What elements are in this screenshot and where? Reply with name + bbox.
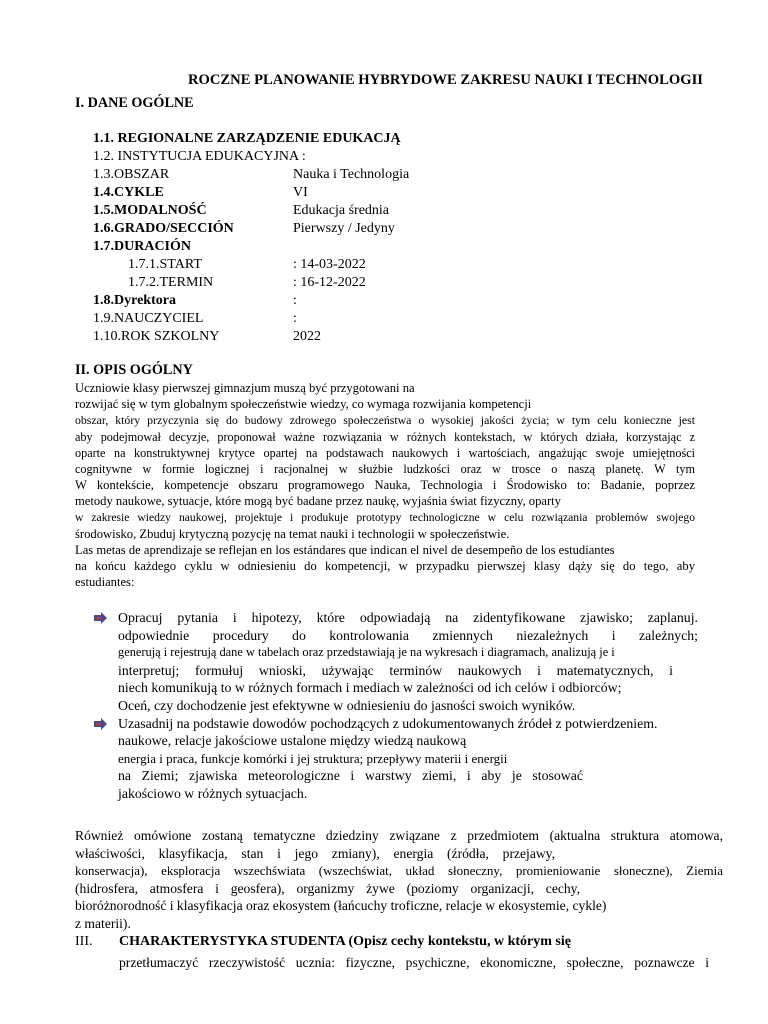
field-label-end: 1.7.2.TERMIN [128, 275, 214, 290]
paragraph-line: Las metas de aprendizaje se reflejan en los estándares que indican el nivel de desempeño de los estudiantes [75, 543, 615, 558]
field-label-school-year: 1.10.ROK SZKOLNY [93, 329, 220, 344]
paragraph-line: cognitywne w formie logicznej i racjonalnej w służbie ludzkości oraz w trosce o naszą planetę. W tym [75, 462, 695, 477]
paragraph-line: (hidrosfera, atmosfera i geosfera), organizmy żywe (poziomy organizacji, cechy, [75, 880, 580, 896]
list-item-line: na Ziemi; zjawiska meteorologiczne i warstwy ziemi, i aby je stosować [118, 768, 583, 784]
general-description [75, 380, 695, 591]
field-value-area: Nauka i Technologia [293, 167, 410, 182]
field-label-grade: 1.6.GRADO/SECCIÓN [93, 221, 234, 236]
list-item-line: niech komunikują to w różnych formach i mediach w zależności od ich celów i odbiorców; [118, 680, 622, 696]
field-value-modality: Edukacja średnia [293, 203, 390, 218]
list-item-line: energia i praca, funkcje komórki i jej struktura; przepływy materii i energii [118, 750, 508, 766]
list-item-line: Opracuj pytania i hipotezy, które odpowiadają na zidentyfikowane zjawisko; zaplanuj. [118, 610, 698, 625]
field-value-cycle: VI [293, 185, 308, 200]
competency-list [94, 609, 698, 803]
paragraph-line: metody naukowe, sytuacje, które mogą być badane przez naukę, wyjaśnia świat fizyczny, oparty [75, 494, 561, 509]
paragraph-line: Uczniowie klasy pierwszej gimnazjum muszą być przygotowani na [75, 381, 415, 395]
list-item-line: generują i rejestrują dane w tabelach oraz przedstawiają je na wykresach i diagramach, analizują je i [118, 645, 615, 660]
list-item-line: Oceń, czy dochodzenie jest efektywne w odniesieniu do jasności swoich wyników. [118, 697, 576, 713]
list-item-line: naukowe, relacje jakościowe ustalone między wiedzą naukową [118, 733, 467, 749]
list-item-line: Uzasadnij na podstawie dowodów pochodzących z udokumentowanych źródeł z potwierdzeniem. [118, 715, 658, 731]
field-value-end: : 16-12-2022 [293, 275, 366, 290]
paragraph-line: w zakresie wiedzy naukowej, projektuje i produkuje prototypy technologiczne w celu rozwiązania problemów swojego [75, 510, 695, 524]
field-label-modality: 1.5.MODALNOŚĆ [93, 203, 207, 218]
paragraph-line: Również omówione zostaną tematyczne dziedziny związane z przedmiotem (aktualna struktura atomowa, [75, 828, 723, 843]
field-value-teacher: : [293, 311, 297, 326]
field-label-start: 1.7.1.START [128, 257, 202, 272]
field-label-institution: 1.2. INSTYTUCJA EDUKACYJNA : [93, 149, 306, 164]
list-item [94, 715, 698, 803]
arrow-bullet-icon [94, 612, 108, 624]
paragraph-line: na końcu każdego cyklu w odniesieniu do kompetencji, w przypadku pierwszej klasy dąży się do tego, aby [75, 559, 695, 574]
field-value-director: : [293, 293, 297, 308]
paragraph-line: z materii). [75, 915, 131, 931]
section-2-heading: II. OPIS OGÓLNY [75, 362, 193, 378]
field-label-duration: 1.7.DURACIÓN [93, 239, 191, 254]
list-item-line: odpowiednie procedury do kontrolowania zmiennych niezależnych i zależnych; [118, 627, 698, 643]
paragraph-line: środowisko, Zbuduj krytyczną pozycję na temat nauki i technologii w społeczeństwie. [75, 526, 510, 541]
paragraph-line: aby podejmował decyzje, proponował ważne rozwiązania w różnych kontekstach, w których działa, korzystając z [75, 429, 695, 444]
paragraph-line: bioróżnorodność i klasyfikacja oraz ekosystem (łańcuchy troficzne, relacje w ekosystemie, cykle) [75, 898, 607, 914]
list-item-line: jakościowo w różnych sytuacjach. [118, 785, 308, 801]
paragraph-line: konserwacja), eksploracja wszechświata (wszechświat, układ słoneczny, promieniowanie słoneczne), Ziemia [75, 863, 723, 879]
list-item-line: interpretuj; formułuj wnioski, używając terminów naukowych i matematycznych, i [118, 662, 673, 678]
paragraph-line: obszar, który przyczynia się do budowy zdrowego społeczeństwa o wysokiej jakości życia; w tym celu konieczne jest [75, 413, 695, 428]
paragraph-line: estudiantes: [75, 575, 135, 590]
section-1-heading: I. DANE OGÓLNE [75, 95, 194, 111]
field-value-school-year: 2022 [293, 329, 321, 344]
paragraph-line: oparte na konstruktywnej krytyce opartej na podstawach naukowych i wartościach, angażując swoje umiejętności [75, 445, 695, 460]
field-label-director: 1.8.Dyrektora [93, 293, 176, 308]
field-label-regional: 1.1. REGIONALNE ZARZĄDZENIE EDUKACJĄ [93, 131, 401, 146]
arrow-bullet-icon [94, 718, 108, 730]
field-label-area: 1.3.OBSZAR [93, 167, 170, 182]
section-3-heading: CHARAKTERYSTYKA STUDENTA (Opisz cechy kontekstu, w którym się [119, 934, 571, 949]
section-3-text: przetłumaczyć rzeczywistość ucznia: fizyczne, psychiczne, ekonomiczne, społeczne, poznawcze i [119, 955, 709, 970]
field-label-teacher: 1.9.NAUCZYCIEL [93, 311, 204, 326]
paragraph-line: rozwijać się w tym globalnym społeczeństwie wiedzy, co wymaga rozwijania kompetencji [75, 397, 532, 412]
paragraph-line: W kontekście, kompetencje obszaru programowego Nauka, Technologia i Środowisko to: Badanie, poprzez [75, 478, 695, 493]
document-title: ROCZNE PLANOWANIE HYBRYDOWE ZAKRESU NAUKI I TECHNOLOGII [188, 72, 703, 88]
field-label-cycle: 1.4.CYKLE [93, 185, 164, 200]
field-value-start: : 14-03-2022 [293, 257, 366, 272]
topics-paragraph [75, 827, 723, 933]
list-item [94, 609, 698, 715]
field-value-grade: Pierwszy / Jedyny [293, 221, 395, 236]
section-3-number: III. [75, 934, 93, 949]
paragraph-line: właściwości, klasyfikacja, stan i jego zmiany), energia (źródła, przejawy, [75, 845, 555, 861]
